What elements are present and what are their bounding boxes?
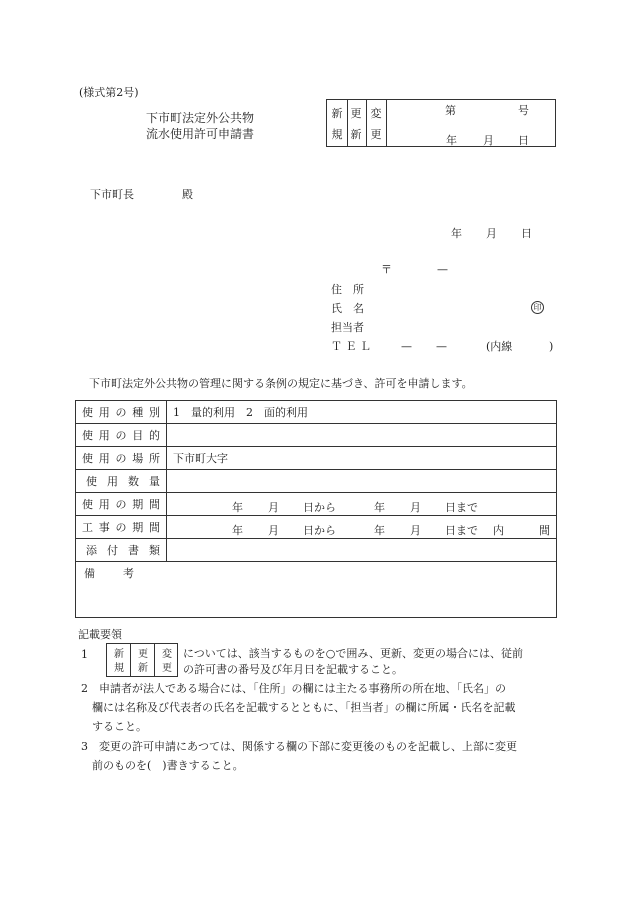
work-to-year: 年 [374, 524, 385, 537]
work-to-month: 月 [410, 524, 421, 537]
date-year: 年 [451, 227, 462, 240]
row-attachments [76, 539, 557, 562]
note-type-box: 新 規 更 新 変 更 [106, 643, 178, 677]
value-work-period[interactable] [167, 516, 557, 539]
type-ki: 規 [331, 128, 343, 141]
use-from-month: 月 [268, 501, 279, 514]
value-usage-period[interactable] [167, 493, 557, 516]
use-to-year: 年 [374, 501, 385, 514]
type-kou-1: 更 [350, 107, 362, 120]
note-2-line-3: すること。 [92, 720, 147, 733]
work-from-day: 日から [303, 524, 336, 537]
type-shin-1: 新 [331, 107, 343, 120]
value-usage-place[interactable]: 下市町大字 [167, 447, 557, 470]
tel-dash-2: — [436, 340, 447, 353]
note-1-number: 1 [81, 648, 88, 661]
tel-extension-close: ) [549, 340, 554, 353]
label-usage-period: 使 用 の 期 間 [82, 498, 160, 511]
addressee-honorific: 殿 [182, 188, 193, 201]
postal-mark: 〒 [381, 263, 392, 276]
row-usage-place [76, 447, 557, 470]
label-usage-quantity: 使 用 数 量 [86, 475, 160, 488]
label-work-period: 工 事 の 期 間 [82, 521, 160, 534]
label-usage-place: 使 用 の 場 所 [82, 452, 160, 465]
box-day: 日 [518, 134, 529, 147]
work-within: 内 [493, 524, 504, 537]
number-go: 号 [518, 104, 529, 117]
form-id: (様式第2号) [79, 86, 139, 99]
label-usage-kind: 使 用 の 種 別 [82, 406, 160, 419]
work-from-year: 年 [232, 524, 243, 537]
note-3-line-1: 3 変更の許可申請にあつては、関係する欄の下部に変更後のものを記載し、上部に変更 [81, 740, 517, 753]
type-shin-2: 新 [350, 128, 362, 141]
number-dai: 第 [445, 104, 456, 117]
notes-heading: 記載要領 [78, 628, 122, 641]
seal-text: 印 [533, 303, 542, 312]
tel-label: Ｔ Ｅ Ｌ [331, 340, 371, 353]
row-usage-quantity [76, 470, 557, 493]
name-label: 氏 名 [331, 302, 364, 315]
row-usage-kind [76, 401, 557, 424]
tel-dash-1: — [401, 340, 412, 353]
work-to-day: 日まで [445, 524, 478, 537]
person-label: 担当者 [331, 321, 364, 334]
work-from-month: 月 [268, 524, 279, 537]
use-from-day: 日から [303, 501, 336, 514]
row-usage-purpose [76, 424, 557, 447]
label-usage-purpose: 使 用 の 目 的 [82, 429, 160, 442]
note-1-line-2: の許可書の番号及び年月日を記載すること。 [183, 663, 403, 676]
note-1-line-1: については、該当するものを○で囲み、更新、変更の場合には、従前 [183, 647, 524, 660]
row-remarks [76, 562, 557, 618]
note-2-line-1: 2 申請者が法人である場合には、「住所」の欄には主たる事務所の所在地、「氏名」の [81, 682, 506, 695]
seal-mark [531, 301, 544, 314]
type-hen: 変 [370, 107, 382, 120]
label-remarks: 備 考 [84, 567, 134, 580]
value-usage-quantity[interactable] [167, 470, 557, 493]
row-work-period [76, 516, 557, 539]
application-form-table [75, 400, 557, 618]
value-remarks[interactable] [76, 562, 557, 618]
date-day: 日 [521, 227, 532, 240]
title-line2: 流水使用許可申請書 [146, 127, 255, 141]
work-duration: 間 [539, 524, 550, 537]
type-kou-2: 更 [370, 128, 382, 141]
label-attachments: 添 付 書 類 [86, 544, 160, 557]
application-statement: 下市町法定外公共物の管理に関する条例の規定に基づき、許可を申請します。 [89, 377, 473, 390]
box-month: 月 [483, 134, 494, 147]
tel-extension: (内線 [486, 340, 513, 353]
value-usage-kind[interactable]: 1 量的利用 2 面的利用 [167, 401, 557, 424]
date-month: 月 [486, 227, 497, 240]
note-3-line-2: 前のものを( )書きすること。 [92, 759, 244, 772]
row-usage-period [76, 493, 557, 516]
use-to-month: 月 [410, 501, 421, 514]
box-year: 年 [446, 134, 457, 147]
value-usage-purpose[interactable] [167, 424, 557, 447]
title-line1: 下市町法定外公共物 [146, 111, 255, 125]
use-to-day: 日まで [445, 501, 478, 514]
value-attachments[interactable] [167, 539, 557, 562]
addressee-name: 下市町長 [90, 188, 134, 201]
note-2-line-2: 欄には名称及び代表者の氏名を記載するとともに、「担当者」の欄に所属・氏名を記載 [92, 701, 516, 714]
use-from-year: 年 [232, 501, 243, 514]
application-type-box [326, 99, 556, 147]
address-label: 住 所 [331, 283, 364, 296]
postal-dash: — [437, 263, 448, 276]
